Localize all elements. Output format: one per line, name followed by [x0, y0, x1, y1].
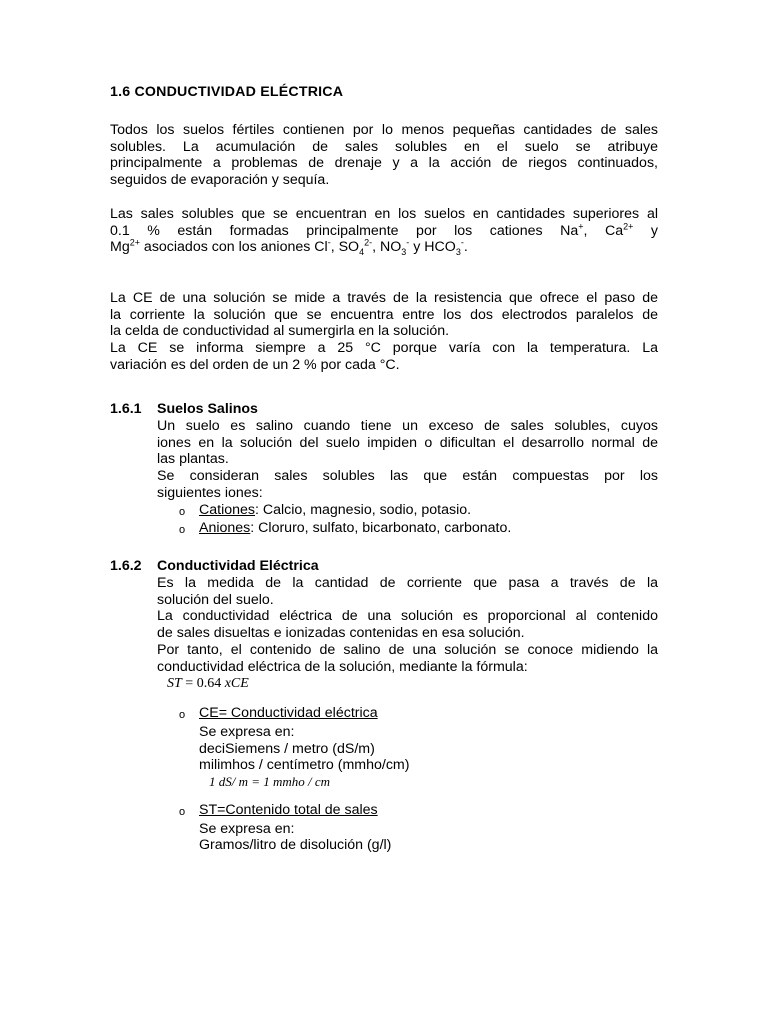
text-line: siguientes iones: — [157, 484, 263, 501]
ce-measurement-paragraph — [110, 290, 658, 374]
subsection-suelos-salinos — [110, 401, 658, 537]
list-item: o CE= Conductividad eléctrica — [179, 705, 378, 722]
text-line: deciSiemens / metro (dS/m) — [199, 740, 375, 757]
text-line: Un suelo es salino cuando tiene un exceso de sales solubles, cuyos — [157, 418, 658, 434]
salts-paragraph — [110, 206, 658, 256]
text-line: conductividad eléctrica de la solución, mediante la fórmula: — [157, 658, 528, 675]
text-line: Por tanto, el contenido de salino de una solución se conoce midiendo la — [157, 641, 658, 658]
list-item: o Cationes: Calcio, magnesio, sodio, potasio. — [179, 501, 472, 518]
text-line: solubles. La acumulación de sales solubles en el suelo se atribuye — [110, 138, 658, 155]
subsection-body — [157, 575, 658, 854]
text-line: La CE se informa siempre a 25 °C porque varía con la temperatura. La — [110, 340, 658, 357]
subsection-body — [157, 418, 658, 539]
text-line: la celda de conductividad al sumergirla en la solución. — [110, 323, 450, 340]
text-line: solución del suelo. — [157, 591, 274, 608]
text-line: Todos los suelos fértiles contienen por lo menos pequeñas cantidades de sales — [110, 122, 658, 138]
st-definition — [157, 802, 658, 854]
list-item: o ST=Contenido total de sales — [179, 802, 378, 819]
text-line: Es la medida de la cantidad de corriente que pasa a través de la — [157, 575, 658, 591]
text-line: milimhos / centímetro (mmho/cm) — [199, 757, 410, 774]
text-line: 0.1 % están formadas principalmente por los cationes Na+, $Ca^{2+}$ y — [110, 220, 658, 239]
unit-equivalence: 1 dS/ m = 1 mmho / cm — [209, 774, 331, 790]
list-item: o Aniones: Cloruro, sulfato, bicarbonato, carbonato. — [179, 520, 512, 537]
text-line: la corriente la solución que se encuentra entre los dos electrodos paralelos de — [110, 306, 658, 323]
text-line: las plantas. — [157, 451, 229, 468]
section-heading: 1.6 CONDUCTIVIDAD ELÉCTRICA — [110, 84, 344, 100]
text-line: La CE de una solución se mide a través de la resistencia que ofrece el paso de — [110, 290, 658, 306]
intro-paragraph — [110, 122, 658, 189]
text-line: de sales disueltas e ionizadas contenidas en esa solución. — [157, 625, 525, 642]
text-line: principalmente a problemas de drenaje y a la acción de riegos continuados, — [110, 155, 658, 172]
subsection-conductividad — [110, 558, 658, 854]
text-line: Se consideran sales solubles las que están compuestas por los — [157, 468, 658, 485]
subsection-heading: 1.6.1 Suelos Salinos — [110, 401, 258, 417]
text-line: Gramos/litro de disolución (g/l) — [199, 837, 392, 854]
text-line: Las sales solubles que se encuentran en los suelos en cantidades superiores al — [110, 206, 658, 222]
ce-definition — [157, 705, 658, 790]
text-line: Se expresa en: — [199, 723, 295, 740]
text-line: variación es del orden de un 2 % por cada °C. — [110, 356, 400, 373]
text-line: $Mg^{2+}$ asociados con los aniones Cl-, $SO_4^{2-}$, $NO_3^-$ y $HCO_3^-$. — [110, 237, 468, 258]
text-line: seguidos de evaporación y sequía. — [110, 172, 330, 189]
text-line: Se expresa en: — [199, 820, 295, 837]
subsection-heading: 1.6.2 Conductividad Eléctrica — [110, 558, 319, 574]
text-line: iones en la solución del suelo impiden o dificultan el desarrollo normal de — [157, 434, 658, 451]
text-line: La conductividad eléctrica de una solución es proporcional al contenido — [157, 608, 658, 625]
formula: ST = 0.64 xCE — [167, 676, 249, 692]
